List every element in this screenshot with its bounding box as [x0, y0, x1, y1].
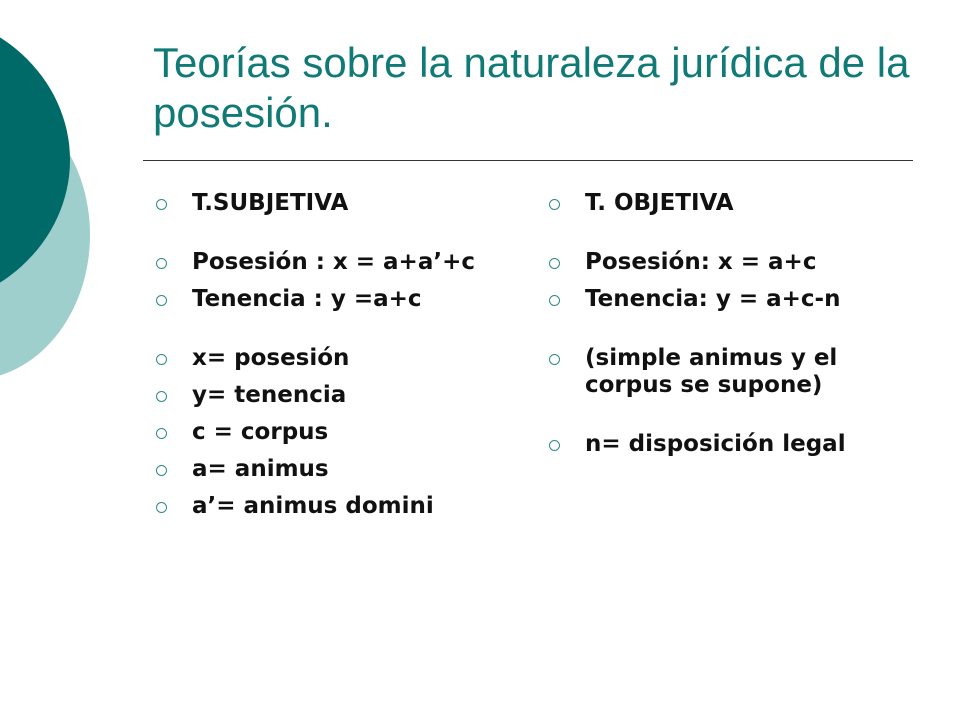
list-item-text: Posesión: x = a+c — [585, 249, 817, 275]
list-item — [150, 382, 500, 409]
circle-bullet-icon — [549, 258, 560, 269]
circle-bullet-icon — [549, 354, 560, 365]
circle-bullet-icon — [549, 440, 560, 451]
list-item-text: a’= animus domini — [192, 493, 434, 519]
circle-bullet-icon — [156, 295, 167, 306]
list-item — [150, 419, 500, 446]
list-item — [543, 345, 923, 399]
list-item-text: Tenencia : y =a+c — [192, 286, 422, 312]
list-item — [543, 190, 923, 217]
circle-bullet-icon — [156, 502, 167, 513]
list-item-text: x= posesión — [192, 345, 350, 371]
circle-bullet-icon — [549, 199, 560, 210]
circle-bullet-icon — [156, 391, 167, 402]
list-item-text: y= tenencia — [192, 382, 347, 408]
circle-bullet-icon — [549, 295, 560, 306]
circle-bullet-icon — [156, 199, 167, 210]
list-item — [150, 345, 500, 372]
list-item — [150, 190, 500, 217]
slide-title: Teorías sobre la naturaleza jurídica de la posesión. — [153, 39, 910, 136]
circle-bullet-icon — [156, 465, 167, 476]
list-item-text: T. OBJETIVA — [585, 190, 734, 216]
list-item-text: (simple animus y el corpus se supone) — [585, 345, 838, 398]
list-item — [150, 456, 500, 483]
list-item — [150, 493, 500, 520]
circle-bullet-icon — [156, 258, 167, 269]
list-item — [543, 249, 923, 276]
list-item — [543, 286, 923, 313]
list-item-text: T.SUBJETIVA — [192, 190, 349, 216]
circle-bullet-icon — [156, 354, 167, 365]
title-divider — [143, 160, 913, 161]
circle-bullet-icon — [156, 428, 167, 439]
list-item — [150, 286, 500, 313]
right-column — [543, 190, 923, 468]
list-item-text: n= disposición legal — [585, 431, 846, 457]
list-item-text: a= animus — [192, 456, 329, 482]
list-item-text: c = corpus — [192, 419, 329, 445]
list-item-text: Tenencia: y = a+c-n — [585, 286, 841, 312]
left-column — [150, 190, 500, 530]
list-item — [150, 249, 500, 276]
list-item — [543, 431, 923, 458]
list-item-text: Posesión : x = a+a’+c — [192, 249, 475, 275]
